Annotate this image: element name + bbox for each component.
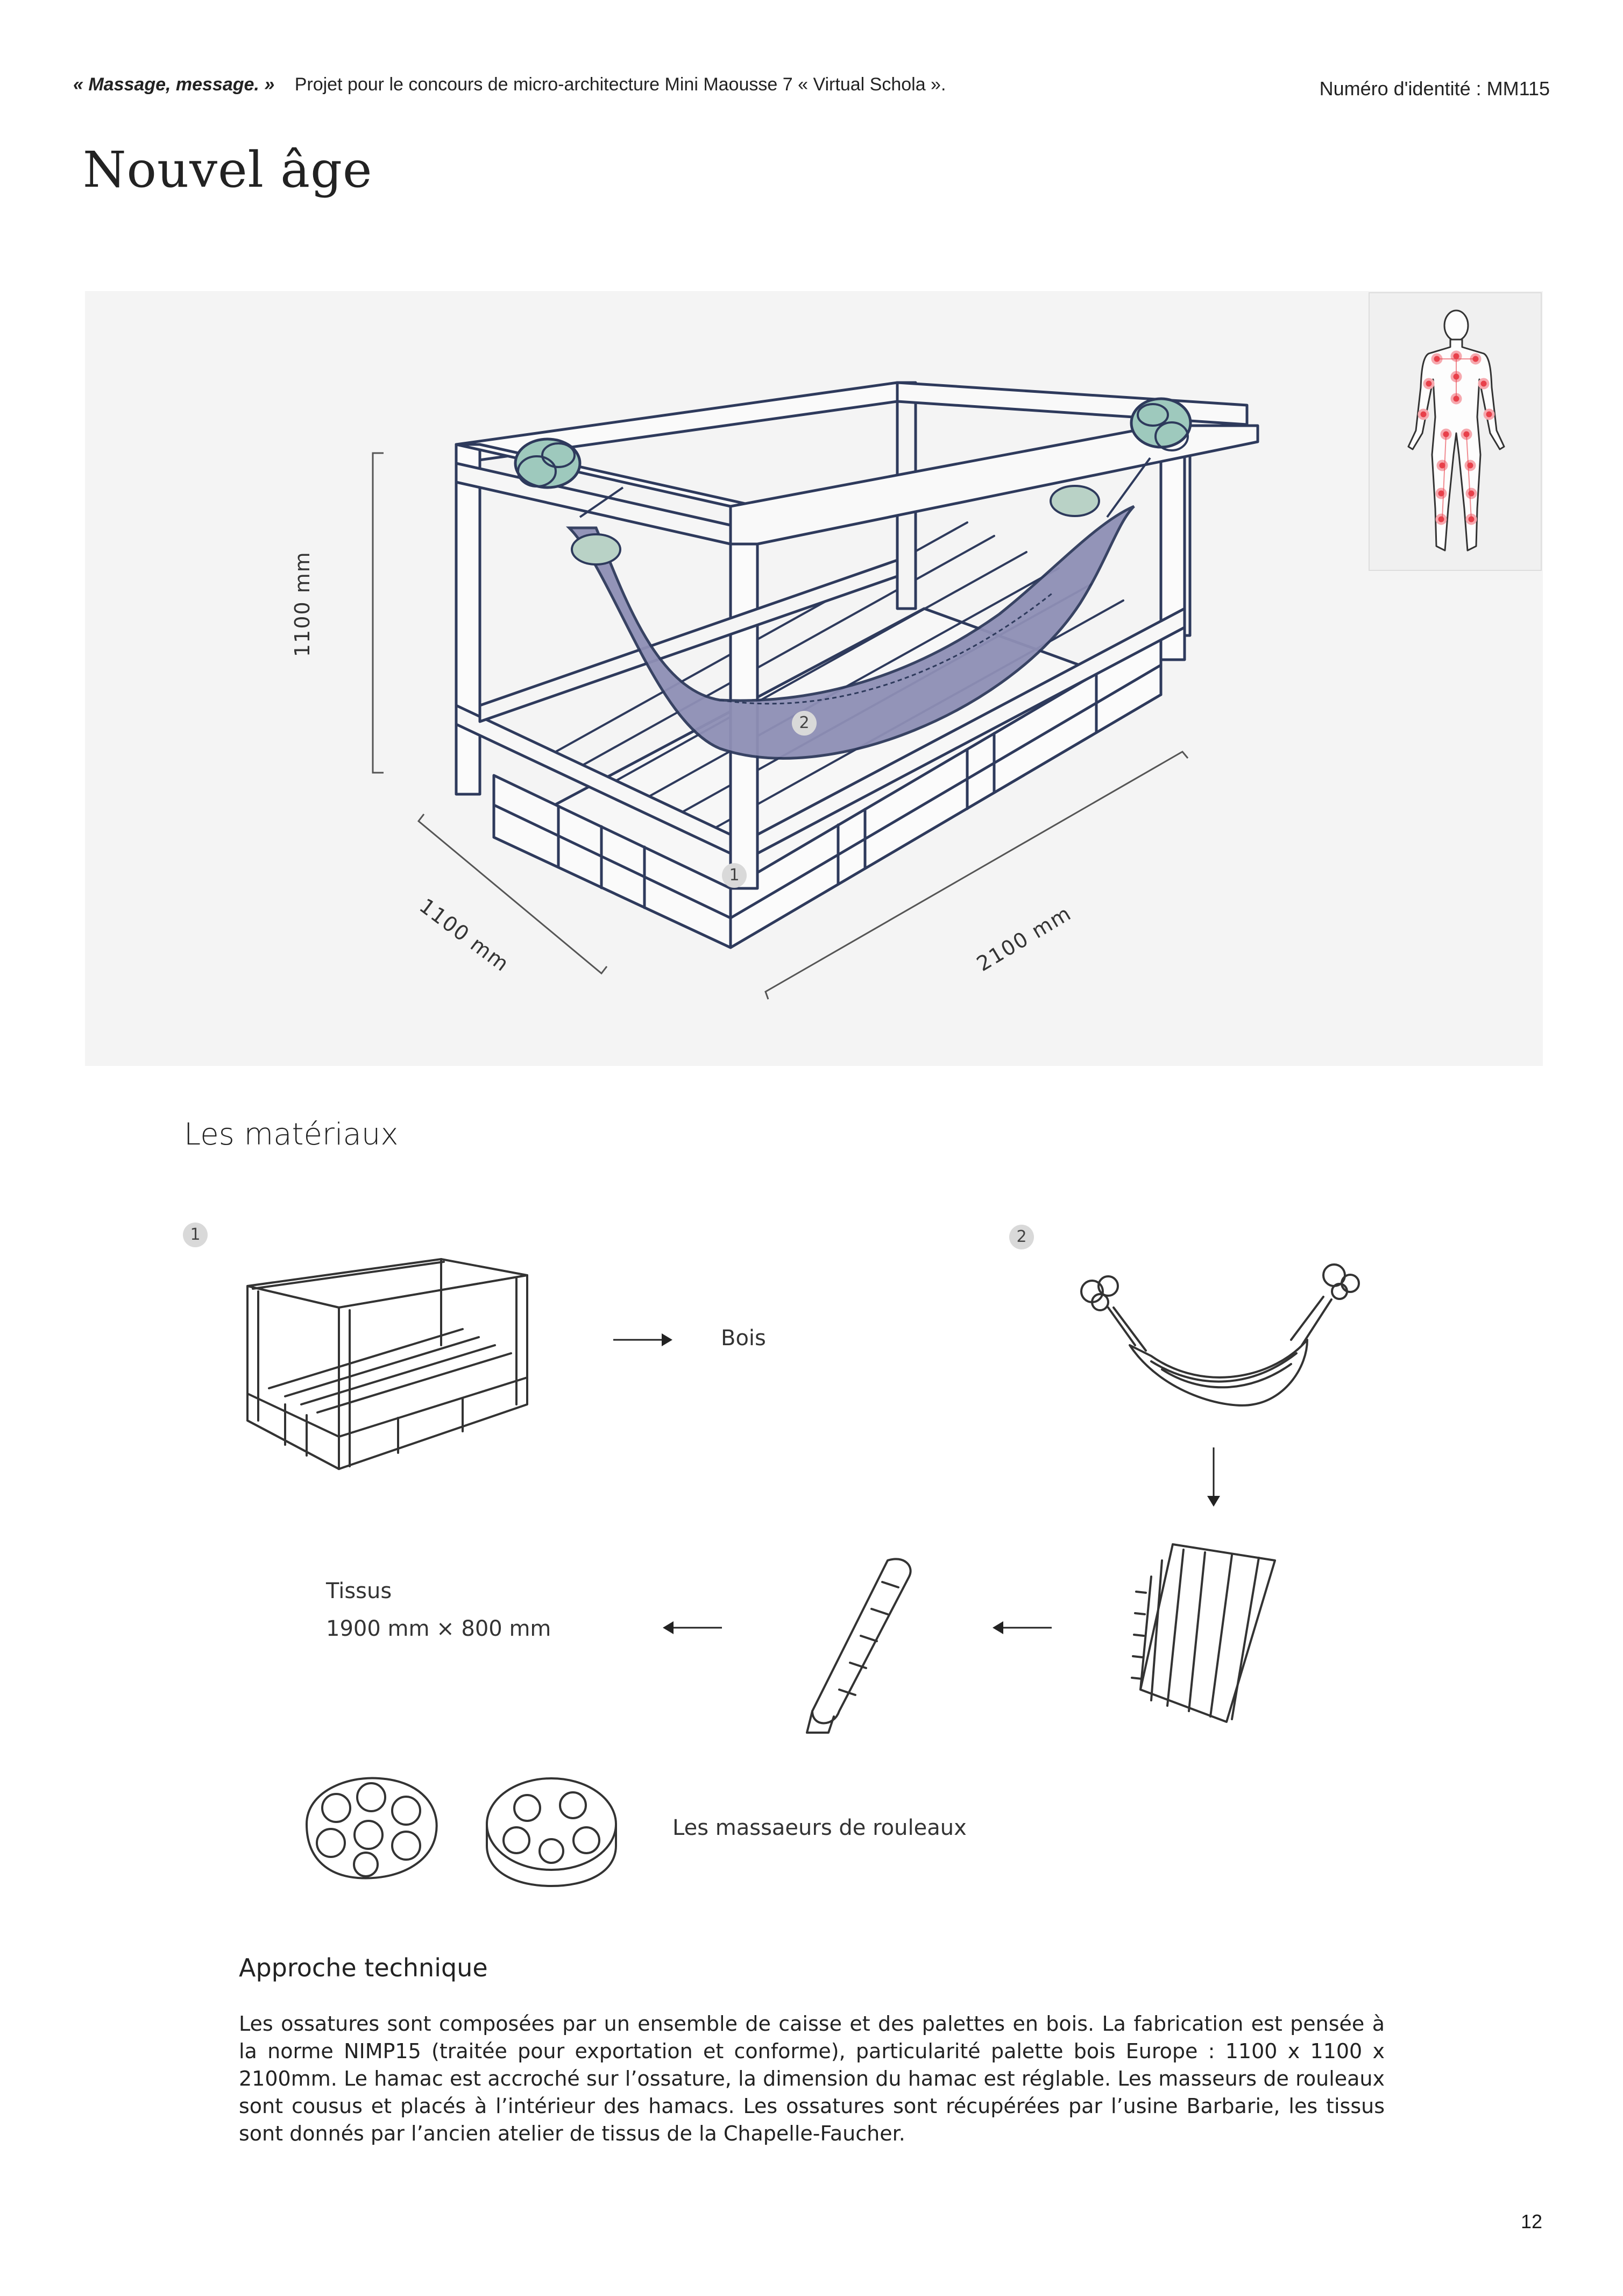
- technical-heading: Approche technique: [239, 1953, 488, 1982]
- technical-text: Les ossatures sont composées par un ensemble de caisse et des palettes en bois. La fabrication est pensée à la norme NIMP15 (traitée pour exportation et conforme), particularité palette bois Europe : 1100 x 1100 x 2100mm. Le hamac est accroché sur l’ossature, la dimension du hamac est réglable. Les masseurs de rouleaux sont cousus et placés à l’intérieur des hamacs. Les ossatures sont récupérées par l’usine Barbarie, les tissus sont donnés par l’ancien atelier de tissus de la Chapelle-Faucher.: [239, 2012, 1385, 2145]
- rolled-fabric-sketch: [796, 1550, 925, 1743]
- arrow-down: [1203, 1447, 1224, 1507]
- header-project: [73, 74, 946, 95]
- project-name: « Massage, message. »: [73, 74, 275, 95]
- project-description: Projet pour le concours de micro-architecture Mini Maousse 7 « Virtual Schola ».: [294, 74, 946, 95]
- depth-dimension-label: 1100 mm: [415, 894, 514, 977]
- page-title: Nouvel âge: [83, 141, 373, 199]
- hammock-sketch: [1071, 1259, 1372, 1426]
- fabric-size: 1900 mm × 800 mm: [326, 1616, 551, 1641]
- wood-label: Bois: [721, 1326, 766, 1351]
- roller-massager-2: [479, 1770, 624, 1894]
- rollers-label: Les massaeurs de rouleaux: [672, 1815, 967, 1840]
- human-figure-illustration: [1370, 293, 1543, 572]
- roller-massager-1: [299, 1770, 444, 1889]
- unfolded-fabric-sketch: [1130, 1528, 1291, 1733]
- arrow-to-wood: [613, 1329, 672, 1351]
- materials-marker-1: 1: [183, 1223, 208, 1247]
- frame-isometric-drawing: [85, 291, 1543, 1066]
- materials-heading: Les matériaux: [184, 1117, 399, 1152]
- height-dimension-label: 1100 mm: [290, 551, 314, 657]
- marker-hammock: 2: [792, 711, 817, 736]
- arrow-left-1: [993, 1617, 1052, 1638]
- page-number: 12: [1520, 2210, 1542, 2233]
- height-dimension-line: [373, 453, 384, 773]
- marker-frame: 1: [722, 863, 747, 888]
- crate-sketch: [237, 1243, 538, 1485]
- body-massage-map: [1369, 292, 1542, 571]
- identity-number: Numéro d'identité : MM115: [1319, 77, 1550, 100]
- length-dimension-label: 2100 mm: [973, 901, 1076, 976]
- fabric-label: Tissus: [326, 1579, 392, 1603]
- arrow-left-2: [663, 1617, 722, 1638]
- materials-marker-2: 2: [1009, 1225, 1034, 1249]
- main-drawing-panel: [85, 291, 1543, 1066]
